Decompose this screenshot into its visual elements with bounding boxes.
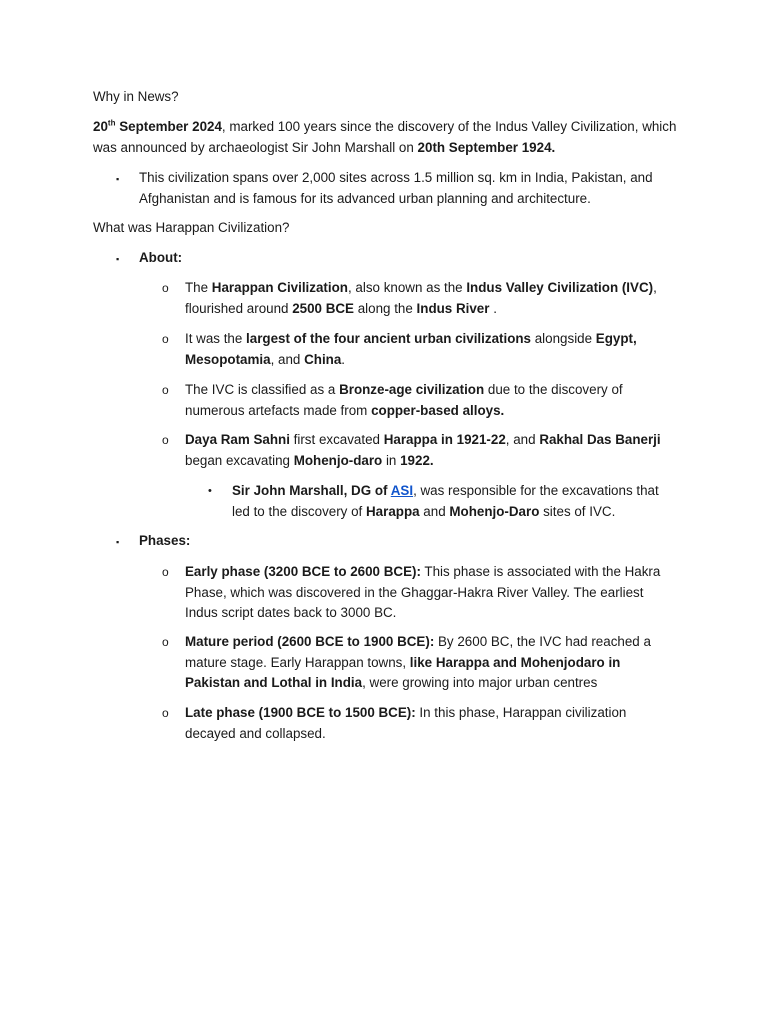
circle-bullet-icon: o	[162, 433, 169, 447]
why-in-news-heading: Why in News?	[93, 89, 179, 104]
about-item-largest: It was the largest of the four ancient urban civilizations alongside Egypt, Mesopotamia, and China.	[185, 331, 637, 367]
circle-bullet-icon: o	[162, 281, 169, 295]
about-item-harappan: The Harappan Civilization, also known as the Indus Valley Civilization (IVC), flourished around 2500 BCE along the Indus River .	[185, 280, 657, 316]
phases-label: Phases:	[139, 533, 191, 548]
asi-link[interactable]: ASI	[390, 483, 414, 498]
square-bullet-icon: ▪	[116, 174, 120, 184]
about-label: About:	[139, 250, 183, 265]
phase-mature: Mature period (2600 BCE to 1900 BCE): By 2600 BC, the IVC had reached a mature stage. Early Harappan towns, like Harappa and Mohenjodaro in Pakistan and Lothal in India, were growing into major urban centres	[185, 634, 651, 690]
circle-bullet-icon: o	[162, 332, 169, 346]
intro-date-2: 20th September 1924.	[417, 139, 556, 155]
intro-date-ordinal: th	[107, 118, 116, 128]
square-bullet-icon: ▪	[116, 537, 120, 547]
intro-paragraph	[93, 117, 678, 158]
circle-bullet-icon: o	[162, 635, 169, 649]
intro-date-day: 20	[93, 119, 108, 134]
sub-item-marshall: Sir John Marshall, DG of ASI, was responsible for the excavations that led to the discovery of Harappa and Mohenjo-Daro sites of IVC.	[232, 483, 659, 519]
circle-bullet-icon: o	[162, 565, 169, 579]
phase-early: Early phase (3200 BCE to 2600 BCE): This phase is associated with the Hakra Phase, which was discovered in the Ghaggar-Hakra River Valley. The earliest Indus script dates back to 3000 BC.	[185, 564, 661, 620]
circle-bullet-icon: o	[162, 383, 169, 397]
what-was-heading: What was Harappan Civilization?	[93, 220, 290, 235]
phase-late: Late phase (1900 BCE to 1500 BCE): In this phase, Harappan civilization decayed and collapsed.	[185, 705, 627, 741]
bullet-civilization-span: This civilization spans over 2,000 sites across 1.5 million sq. km in India, Pakistan, and Afghanistan and is famous for its advanced urban planning and architecture.	[139, 170, 653, 206]
intro-text: , marked 100 years since the discovery of the Indus Valley Civilization, which was announced by archaeologist Sir John Marshall on	[93, 119, 677, 155]
about-item-excavations: Daya Ram Sahni first excavated Harappa in 1921-22, and Rakhal Das Banerji began excavating Mohenjo-daro in 1922.	[185, 432, 661, 468]
dot-bullet-icon: •	[208, 485, 212, 497]
circle-bullet-icon: o	[162, 706, 169, 720]
about-item-bronze-age: The IVC is classified as a Bronze-age civilization due to the discovery of numerous artefacts made from copper-based alloys.	[185, 382, 623, 418]
square-bullet-icon: ▪	[116, 254, 120, 264]
intro-date-month-year: September 2024	[115, 119, 222, 134]
